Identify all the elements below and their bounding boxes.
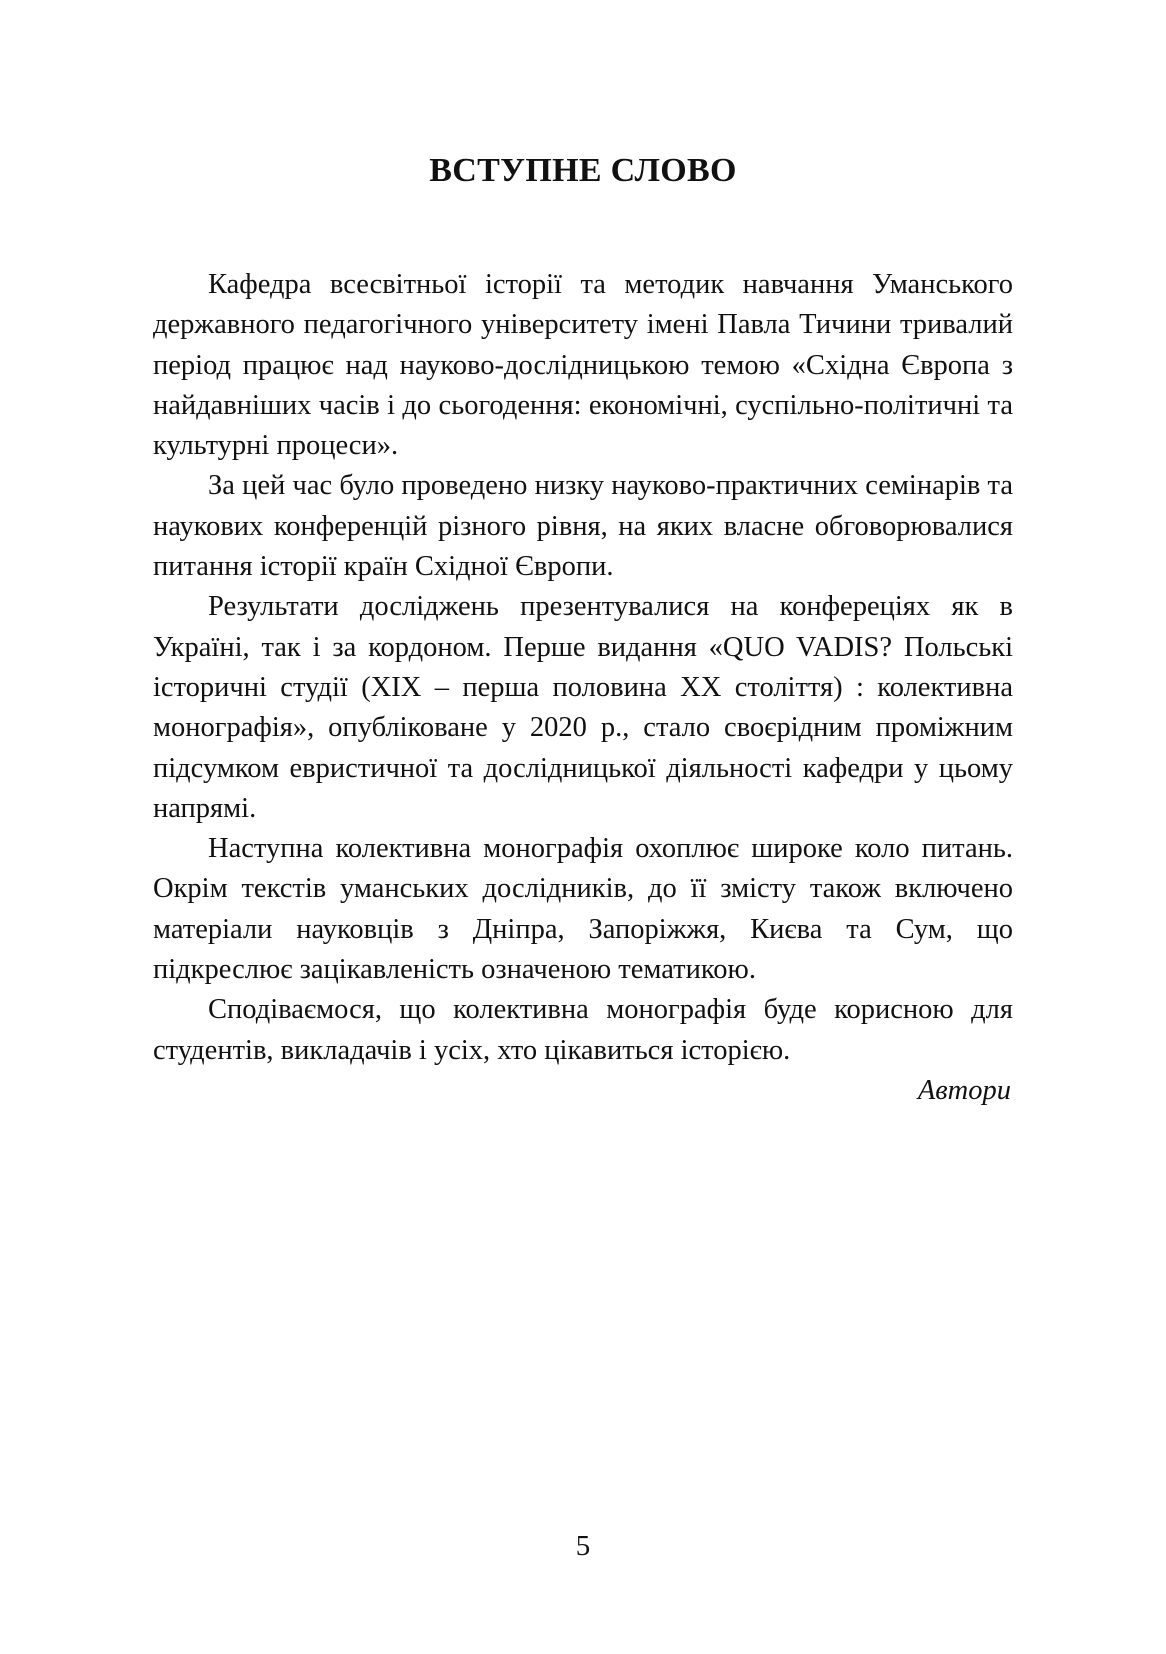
foreword-body	[153, 265, 1013, 1111]
paragraph-1: Кафедра всесвітньої історії та методик навчання Уманського державного педагогічного університету імені Павла Тичини тривалий період працює над науково-дослідницькою темою «Східна Європа з найдавніших часів і до сьогодення: економічні, суспільно-політичні та культурні процеси».	[153, 269, 1013, 462]
paragraph-4: Наступна колективна монографія охоплює широке коло питань. Окрім текстів уманських дослідників, до її змісту також включено матеріали науковців з Дніпра, Запоріжжя, Києва та Сум, що підкреслює зацікавленість означеною тематикою.	[153, 833, 1013, 986]
paragraph-5: Сподіваємося, що колективна монографія буде корисною для студентів, викладачів і усіх, хто цікавиться історією.	[153, 994, 1013, 1066]
page-title: ВСТУПНЕ СЛОВО	[429, 152, 737, 189]
paragraph-2: За цей час було проведено низку науково-практичних семінарів та наукових конференцій різного рівня, на яких власне обговорювалися питання історії країн Східної Європи.	[153, 470, 1013, 583]
authors-signature: Автори	[917, 1074, 1011, 1106]
page-number: 5	[575, 1530, 591, 1562]
paragraph-3: Результати досліджень презентувалися на конфереціях як в Україні, так і за кордоном. Перше видання «QUO VADIS? Польські історичні студії (XIX – перша половина XX століття) : колективна монографія», опубліковане у 2020 р., стало своєрідним проміжним підсумком евристичної та дослідницької діяльності кафедри у цьому напрямі.	[153, 591, 1013, 824]
